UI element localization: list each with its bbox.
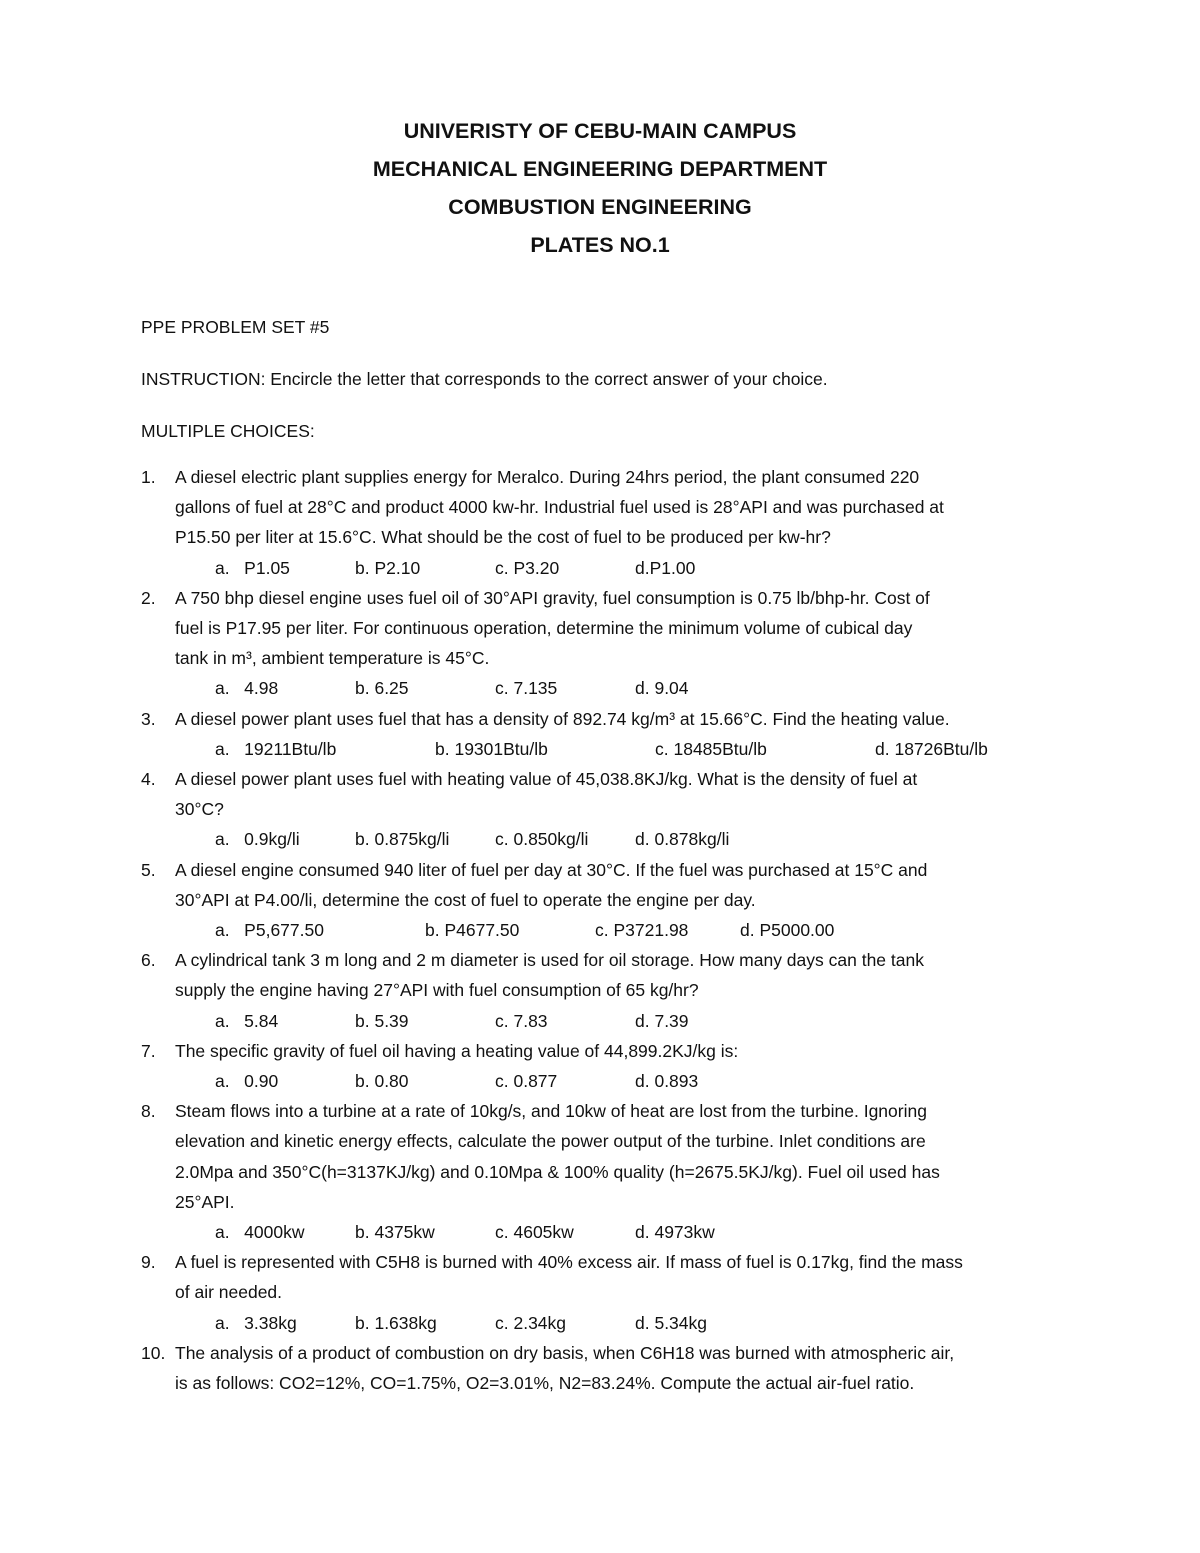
question-item <box>141 764 1081 855</box>
question-text-line: A diesel electric plant supplies energy for Meralco. During 24hrs period, the plant consumed 220 <box>175 467 920 487</box>
question-text-line: 2.0Mpa and 350°C(h=3137KJ/kg) and 0.10Mpa & 100% quality (h=2675.5KJ/kg). Fuel oil used has <box>175 1161 940 1182</box>
question-number: 6. <box>141 950 156 971</box>
answer-options <box>215 824 1081 854</box>
question-item <box>141 704 1081 764</box>
document-header <box>0 112 1200 264</box>
question-text-line: A 750 bhp diesel engine uses fuel oil of 30°API gravity, fuel consumption is 0.75 lb/bhp-hr. Cost of <box>175 587 930 608</box>
answer-option[interactable]: c. 18485Btu/lb <box>655 738 767 759</box>
answer-option[interactable]: b. 4375kw <box>355 1222 435 1243</box>
question-number: 2. <box>141 587 156 608</box>
answer-option[interactable]: d. 0.878kg/li <box>635 829 730 850</box>
answer-option[interactable]: d. 4973kw <box>635 1222 715 1243</box>
answer-option[interactable]: c. 7.83 <box>495 1010 548 1031</box>
question-item <box>141 1338 1081 1398</box>
answer-options <box>215 734 1081 764</box>
plate-title: PLATES NO.1 <box>530 233 670 257</box>
question-text-line: 30°C? <box>175 799 224 820</box>
question-text-line: The analysis of a product of combustion on dry basis, when C6H18 was burned with atmospheric air, <box>175 1342 955 1363</box>
answer-option[interactable]: c. 7.135 <box>495 678 558 699</box>
question-number: 1. <box>141 467 156 487</box>
question-text-line: A diesel engine consumed 940 liter of fuel per day at 30°C. If the fuel was purchased at 15°C and <box>175 859 928 880</box>
answer-option[interactable]: b. 0.80 <box>355 1071 409 1092</box>
answer-options <box>215 1006 1081 1036</box>
answer-option[interactable]: a. 3.38kg <box>215 1312 297 1333</box>
question-item <box>141 583 1081 704</box>
answer-option[interactable]: c. P3.20 <box>495 557 560 578</box>
answer-option[interactable]: c. 2.34kg <box>495 1312 567 1333</box>
question-text-line: A fuel is represented with C5H8 is burned with 40% excess air. If mass of fuel is 0.17kg, find the mass <box>175 1252 963 1273</box>
answer-option[interactable]: b. P4677.50 <box>425 920 520 941</box>
university-title: UNIVERISTY OF CEBU-MAIN CAMPUS <box>403 119 797 143</box>
question-text-line: Steam flows into a turbine at a rate of 10kg/s, and 10kw of heat are lost from the turbine. Ignoring <box>175 1101 927 1122</box>
answer-option[interactable]: a. P1.05 <box>215 557 290 578</box>
answer-option[interactable]: a. 0.90 <box>215 1071 279 1092</box>
question-number: 10. <box>141 1342 166 1363</box>
answer-option[interactable]: c. 4605kw <box>495 1222 574 1243</box>
question-item <box>141 1247 1081 1338</box>
answer-option[interactable]: c. 0.850kg/li <box>495 829 589 850</box>
question-item <box>141 1036 1081 1096</box>
answer-option[interactable]: a. 4.98 <box>215 678 279 699</box>
answer-option[interactable]: c. P3721.98 <box>595 920 689 941</box>
answer-option[interactable]: a. 0.9kg/li <box>215 829 300 850</box>
question-text-line: A diesel power plant uses fuel that has a density of 892.74 kg/m³ at 15.66°C. Find the heating value. <box>175 708 950 729</box>
answer-option[interactable]: a. 19211Btu/lb <box>215 738 337 759</box>
answer-option[interactable]: c. 0.877 <box>495 1071 558 1092</box>
question-text-line: 25°API. <box>175 1191 235 1212</box>
question-item <box>141 855 1081 946</box>
answer-option[interactable]: d. 18726Btu/lb <box>875 738 988 759</box>
answer-option[interactable]: d. 0.893 <box>635 1071 699 1092</box>
answer-options <box>215 1066 1081 1096</box>
answer-option[interactable]: d. 5.34kg <box>635 1312 707 1333</box>
question-text-line: gallons of fuel at 28°C and product 4000 kw-hr. Industrial fuel used is 28°API and was purchased at <box>175 497 944 518</box>
answer-option[interactable]: b. 6.25 <box>355 678 409 699</box>
answer-option[interactable]: a. 5.84 <box>215 1010 279 1031</box>
question-text-line: A diesel power plant uses fuel with heating value of 45,038.8KJ/kg. What is the density of fuel at <box>175 769 918 790</box>
question-text-line: A cylindrical tank 3 m long and 2 m diameter is used for oil storage. How many days can the tank <box>175 950 924 971</box>
answer-option[interactable]: b. 1.638kg <box>355 1312 437 1333</box>
question-number: 3. <box>141 708 156 729</box>
answer-option[interactable]: d.P1.00 <box>635 557 696 578</box>
answer-option[interactable]: d. 7.39 <box>635 1010 689 1031</box>
question-number: 4. <box>141 769 156 790</box>
question-item <box>141 462 1081 583</box>
answer-option[interactable]: d. P5000.00 <box>740 920 835 941</box>
answer-options <box>215 673 1081 703</box>
question-text-line: of air needed. <box>175 1282 283 1303</box>
answer-option[interactable]: a. P5,677.50 <box>215 920 324 941</box>
instruction-text: INSTRUCTION: Encircle the letter that corresponds to the correct answer of your choice. <box>141 369 828 389</box>
department-title: MECHANICAL ENGINEERING DEPARTMENT <box>372 157 828 181</box>
question-text-line: tank in m³, ambient temperature is 45°C. <box>175 648 490 669</box>
course-title: COMBUSTION ENGINEERING <box>448 195 752 219</box>
question-text-line: The specific gravity of fuel oil having a heating value of 44,899.2KJ/kg is: <box>175 1040 739 1061</box>
answer-option[interactable]: a. 4000kw <box>215 1222 305 1243</box>
answer-option[interactable]: b. 0.875kg/li <box>355 829 450 850</box>
problem-set-label: PPE PROBLEM SET #5 <box>141 317 330 337</box>
answer-options <box>215 1308 1081 1338</box>
question-text-line: 30°API at P4.00/li, determine the cost of fuel to operate the engine per day. <box>175 889 756 910</box>
question-list <box>141 462 1081 1398</box>
question-number: 5. <box>141 859 156 880</box>
answer-option[interactable]: b. 5.39 <box>355 1010 409 1031</box>
question-text-line: fuel is P17.95 per liter. For continuous operation, determine the minimum volume of cubical day <box>175 618 913 639</box>
question-text-line: supply the engine having 27°API with fuel consumption of 65 kg/hr? <box>175 980 699 1001</box>
answer-option[interactable]: b. P2.10 <box>355 557 421 578</box>
answer-options <box>215 1217 1081 1247</box>
question-item <box>141 1096 1081 1247</box>
question-text-line: is as follows: CO2=12%, CO=1.75%, O2=3.01%, N2=83.24%. Compute the actual air-fuel ratio. <box>175 1373 915 1394</box>
question-text-line: P15.50 per liter at 15.6°C. What should be the cost of fuel to be produced per kw-hr? <box>175 527 831 548</box>
question-item <box>141 945 1081 1036</box>
answer-option[interactable]: b. 19301Btu/lb <box>435 738 548 759</box>
question-number: 9. <box>141 1252 156 1273</box>
answer-option[interactable]: d. 9.04 <box>635 678 689 699</box>
answer-options <box>215 553 1081 583</box>
question-number: 7. <box>141 1040 156 1061</box>
answer-options <box>215 915 1081 945</box>
section-label: MULTIPLE CHOICES: <box>141 421 315 441</box>
question-number: 8. <box>141 1101 156 1122</box>
question-text-line: elevation and kinetic energy effects, calculate the power output of the turbine. Inlet conditions are <box>175 1131 926 1152</box>
